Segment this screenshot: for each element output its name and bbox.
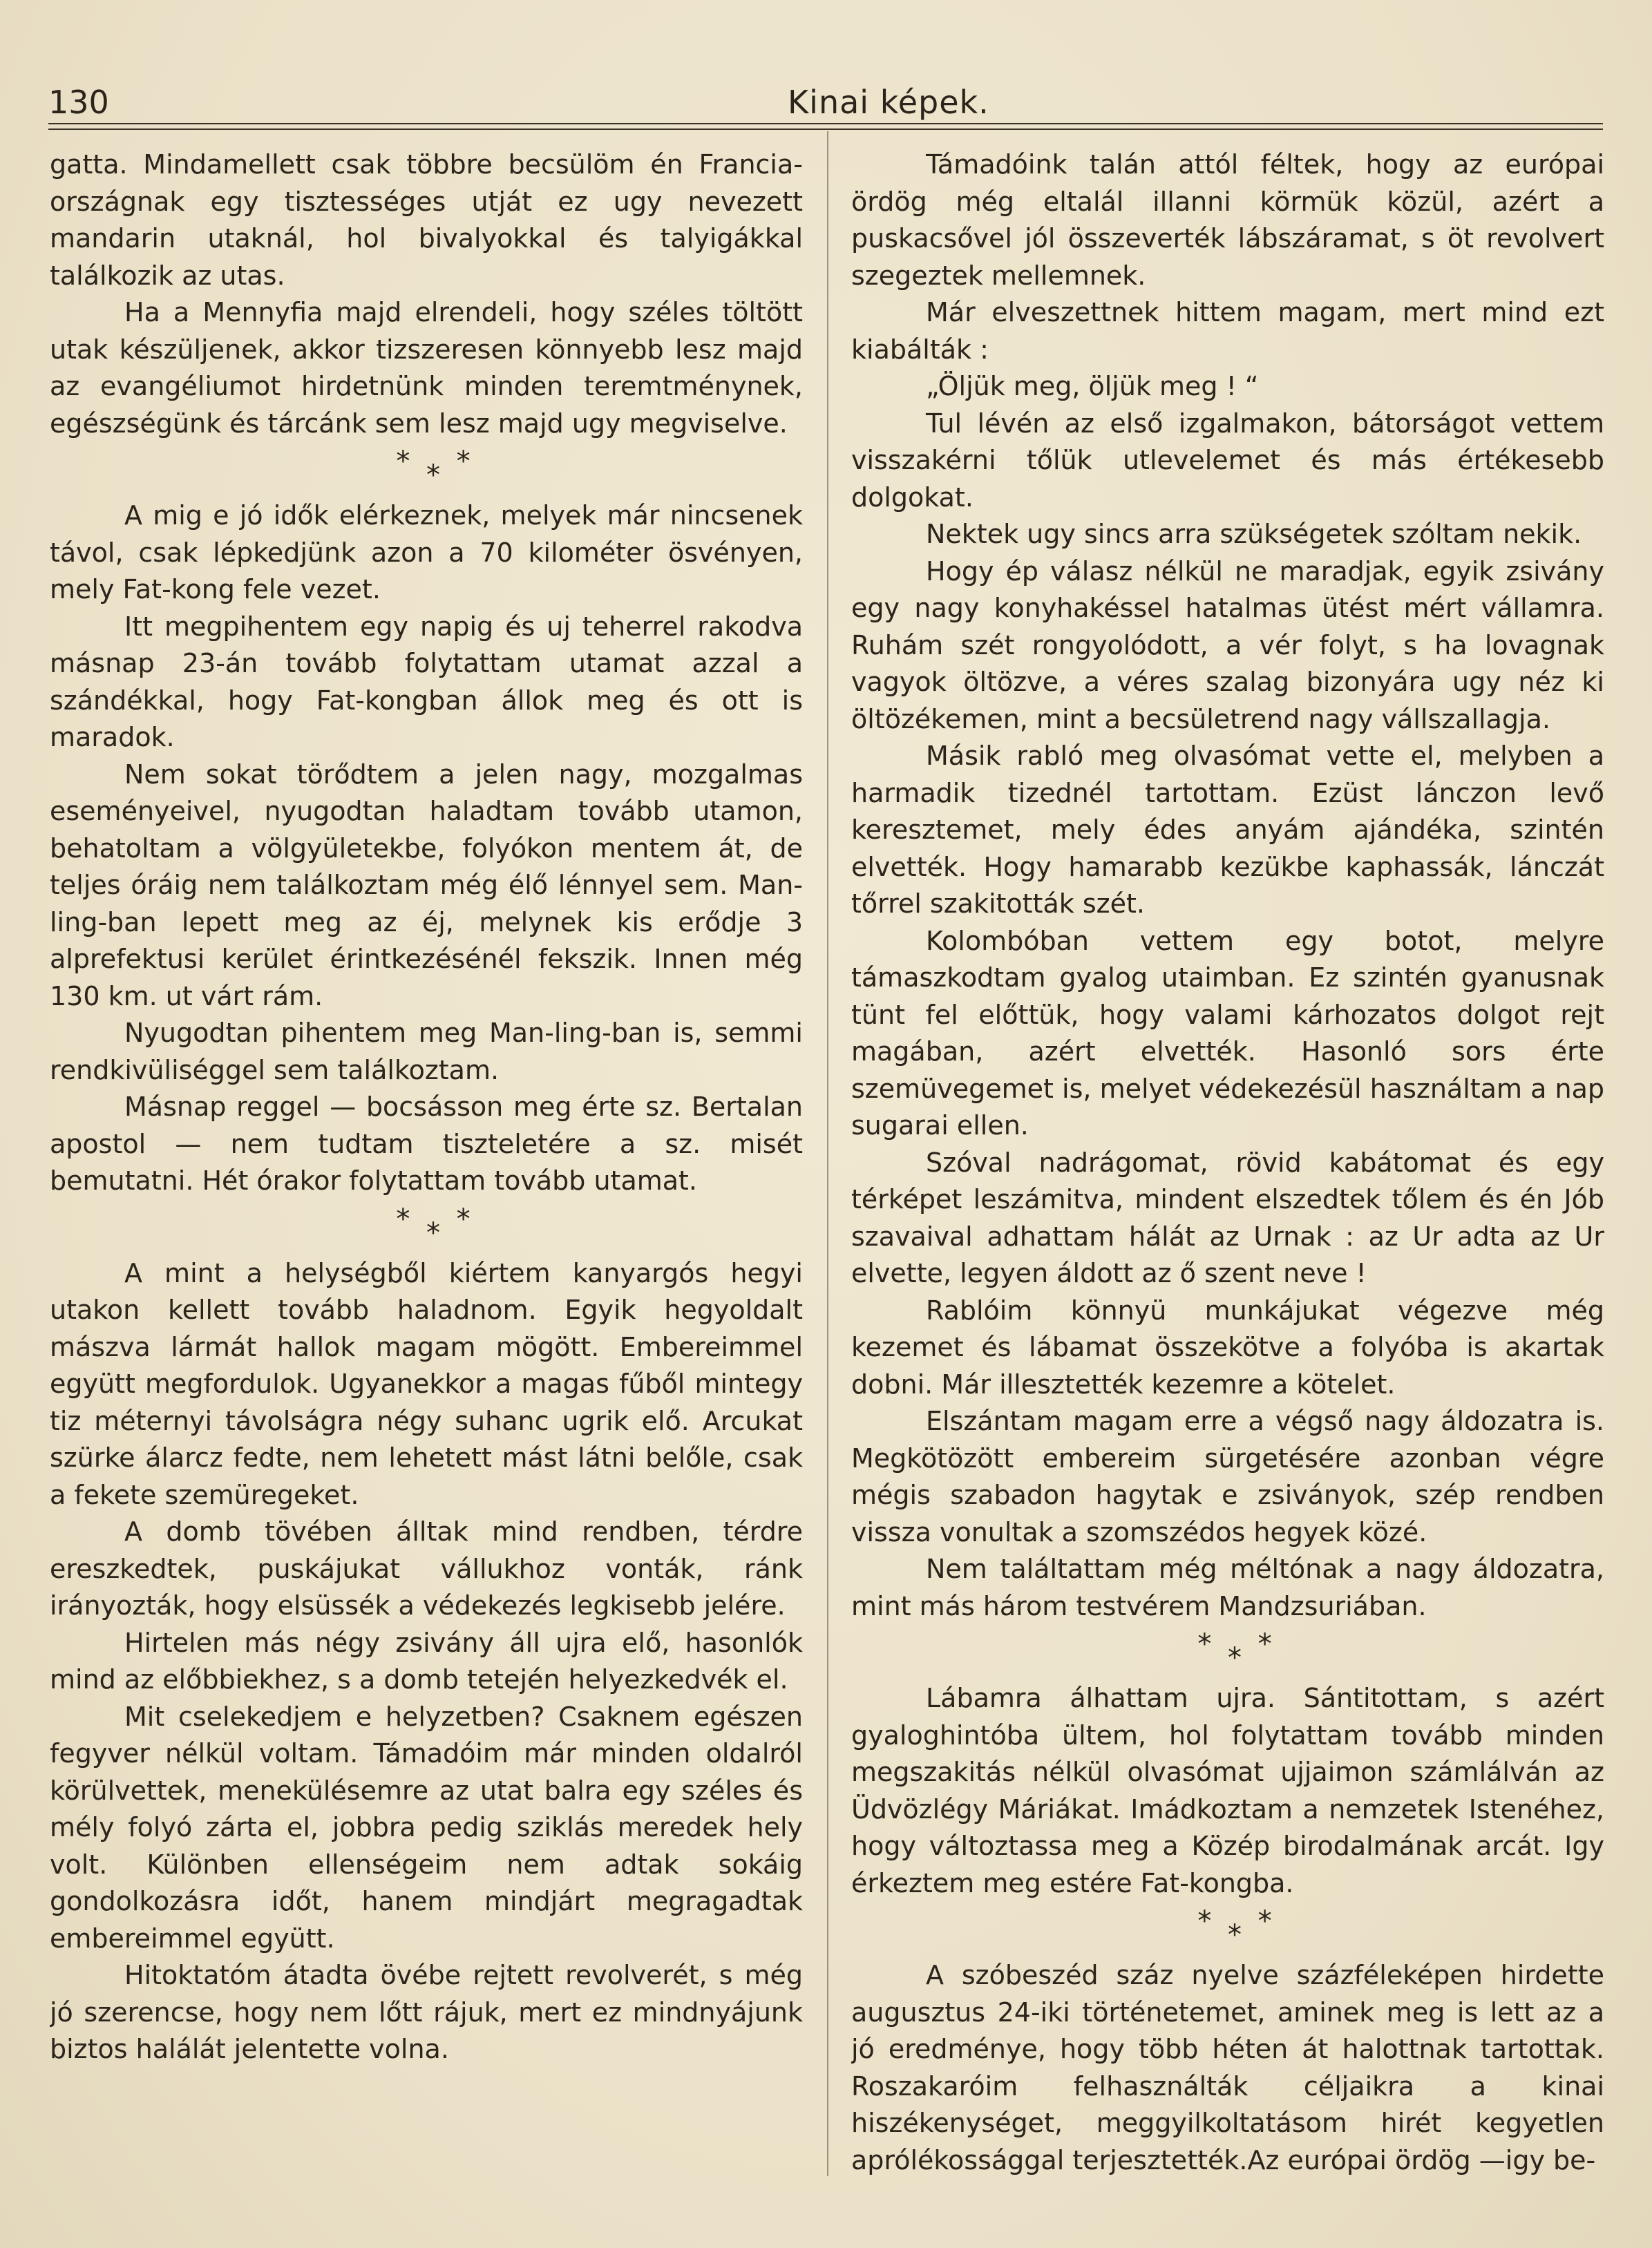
quote: „Öljük meg, öljük meg ! “: [926, 371, 1259, 401]
header-rule-top: [48, 123, 1603, 124]
paragraph: gatta. Mindamellett csak többre becsülöm én Francia-országnak egy tisztességes utját ez ugy nevezett mandarin utaknál, hol bivalyokkal és talyigákkal találkozik az utas.: [50, 149, 803, 291]
paragraph: Másik rabló meg olvasómat vette el, melyben a harmadik tizednél tartottam. Ezüst lánczon levő keresztemet, mely édes anyám ajándéka, szintén elvették. Hogy hamarabb kezükbe kaphassák, lánczát tőrrel szakitották szét.: [851, 741, 1604, 919]
header-rule-bottom: [48, 128, 1603, 130]
separator-star: *: [396, 1203, 410, 1235]
running-title: Kinai képek.: [788, 84, 989, 121]
paragraph: Rablóim könnyü munkájukat végezve még kezemet és lábamat összekötve a folyóba is akartak dobni. Már illesztették kezemre a kötelet.: [851, 1295, 1604, 1400]
right-column: [851, 146, 1604, 2233]
section-separator: [50, 442, 803, 497]
separator-star: *: [1257, 1628, 1272, 1660]
paragraph: Nektek ugy sincs arra szükségetek szóltam nekik.: [926, 519, 1582, 549]
paragraph: Hirtelen más négy zsivány áll ujra elő, hasonlók mind az előbbiekhez, s a domb tetején helyezkedvék el.: [50, 1627, 803, 1695]
separator-star: *: [1257, 1905, 1272, 1937]
separator-star: *: [396, 446, 410, 477]
separator-star: *: [456, 1203, 471, 1235]
paragraph: Nem találtattam még méltónak a nagy áldozatra, mint más három testvérem Mandzsuriában.: [851, 1554, 1604, 1621]
paragraph: Nyugodtan pihentem meg Man-ling-ban is, semmi rendkivüliséggel sem találkoztam.: [50, 1018, 803, 1085]
paragraph: Másnap reggel — bocsásson meg érte sz. Bertalan apostol — nem tudtam tiszteletére a sz. misét bemutatni. Hét órakor folytattam tovább utamat.: [50, 1092, 803, 1196]
paragraph: Lábamra álhattam ujra. Sántitottam, s azért gyaloghintóba ültem, hol folytattam tovább minden megszakitás nélkül olvasómat ujjaimon számlálván az Üdvözlégy Máriákat. Imádkoztam a nemzetek Istenéhez, hogy változtassa meg a Közép birodalmának arcát. Igy érkeztem meg estére Fat-kongba.: [851, 1683, 1604, 1898]
page-header: [48, 82, 1603, 127]
separator-star: *: [1197, 1628, 1212, 1660]
separator-star: *: [1228, 1642, 1242, 1674]
paragraph: Elszántam magam erre a végső nagy áldozatra is. Megkötözött embereim sürgetésére azonban végre mégis szabadon hagytak e zsiványok, szép rendben vissza vonultak a szomszédos hegyek közé.: [851, 1406, 1604, 1547]
page-number: 130: [48, 84, 109, 121]
paragraph: A mint a helységből kiértem kanyargós hegyi utakon kellett tovább haladnom. Egyik hegyoldalt mászva lármát hallok magam mögött. Embereimmel együtt megfordulok. Ugyanekkor a magas fűből mintegy tiz méternyi távolságra négy suhanc ugrik elő. Arcukat szürke álarcz fedte, nem lehetett mást látni belőle, csak a fekete szemüregeket.: [50, 1257, 803, 1510]
paragraph: Itt megpihentem egy napig és uj teherrel rakodva másnap 23-án tovább folytattam utamat azzal a szándékkal, hogy Fat-kongban állok meg és ott is maradok.: [50, 611, 803, 752]
paragraph: Már elveszettnek hittem magam, mert mind ezt kiabálták :: [851, 297, 1604, 365]
paragraph: Mit cselekedjem e helyzetben? Csaknem egészen fegyver nélkül voltam. Támadóim már minden oldalról körülvettek, menekülésemre az utat balra egy széles és mély folyó zárta el, jobbra pedig sziklás meredek hely volt. Különben ellenségeim nem adtak sokáig gondolkozásra időt, hanem mindjárt megragadtak embereimmel együtt.: [50, 1701, 803, 1954]
paragraph: A domb tövében álltak mind rendben, térdre ereszkedtek, puskájukat vállukhoz vonták, ránk irányozták, hogy elsüssék a védekezés legkisebb jelére.: [50, 1516, 803, 1621]
separator-star: *: [456, 446, 471, 477]
paragraph: Hogy ép válasz nélkül ne maradjak, egyik zsivány egy nagy konyhakéssel hatalmas ütést mért vállamra. Ruhám szét rongyolódott, a vér folyt, s ha lovagnak vagyok öltözve, a véres szalag bizonyára ugy néz ki öltözékemen, mint a becsületrend nagy vállszallagja.: [851, 555, 1604, 734]
paragraph: Kolombóban vettem egy botot, melyre támaszkodtam gyalog utaimban. Ez szintén gyanusnak tünt fel előttük, hogy valami kárhozatos dolgot rejt magában, azért elvették. Hasonló sors érte szemüvegemet is, melyet védekezésül használtam a nap sugarai ellen.: [851, 925, 1604, 1141]
column-divider: [827, 131, 828, 2176]
left-column: [50, 146, 803, 2233]
paragraph: A szóbeszéd száz nyelve százféleképen hirdette augusztus 24-iki történetemet, aminek meg is lett az a jó eredménye, hogy több héten át halottnak tartottak. Roszakaróim felhasználták céljaikra a kinai hiszékenységet, meggyilkoltatásom hirét kegyetlen aprólékossággal terjesztették.Az európai ördög —igy be-: [851, 1960, 1604, 2175]
section-separator: [851, 1625, 1604, 1680]
paragraph: Hitoktatóm átadta övébe rejtett revolverét, s még jó szerencse, hogy nem lőtt rájuk, mert ez mindnyájunk biztos halálát jelentette volna.: [50, 1960, 803, 2064]
separator-star: *: [426, 1217, 440, 1249]
paragraph: A mig e jó idők elérkeznek, melyek már nincsenek távol, csak lépkedjünk azon a 70 kilométer ösvényen, mely Fat-kong fele vezet.: [50, 500, 803, 604]
paragraph: Tul lévén az első izgalmakon, bátorságot vettem visszakérni tőlük utlevelemet és más értékesebb dolgokat.: [851, 408, 1604, 513]
separator-star: *: [1228, 1919, 1242, 1951]
paragraph: Szóval nadrágomat, rövid kabátomat és egy térképet leszámitva, mindent elszedtek tőlem és én Jób szavaival adhattam hálát az Urnak : az Ur adta az Ur elvette, legyen áldott az ő szent neve !: [851, 1147, 1604, 1288]
separator-star: *: [1197, 1905, 1212, 1937]
paragraph: Támadóink talán attól féltek, hogy az európai ördög még eltalál illanni körmük közül, azért a puskacsővel jól összeverték lábszáramat, s öt revolvert szegeztek mellemnek.: [851, 149, 1604, 291]
paragraph: Nem sokat törődtem a jelen nagy, mozgalmas eseményeivel, nyugodtan haladtam tovább utamon, behatoltam a völgyületekbe, folyókon mentem át, de teljes óráig nem találkoztam még élő lénnyel sem. Man-ling-ban lepett meg az éj, melynek kis erődje 3 alprefektusi kerület érintkezésénél fekszik. Innen még 130 km. ut várt rám.: [50, 759, 803, 1011]
separator-star: *: [426, 459, 440, 491]
section-separator: [851, 1902, 1604, 1957]
section-separator: [50, 1200, 803, 1255]
paragraph: Ha a Mennyfia majd elrendeli, hogy széles töltött utak készüljenek, akkor tizszeresen könnyebb lesz majd az evangéliumot hirdetnünk minden teremtménynek, egészségünk és tárcánk sem lesz majd ugy megviselve.: [50, 297, 803, 439]
